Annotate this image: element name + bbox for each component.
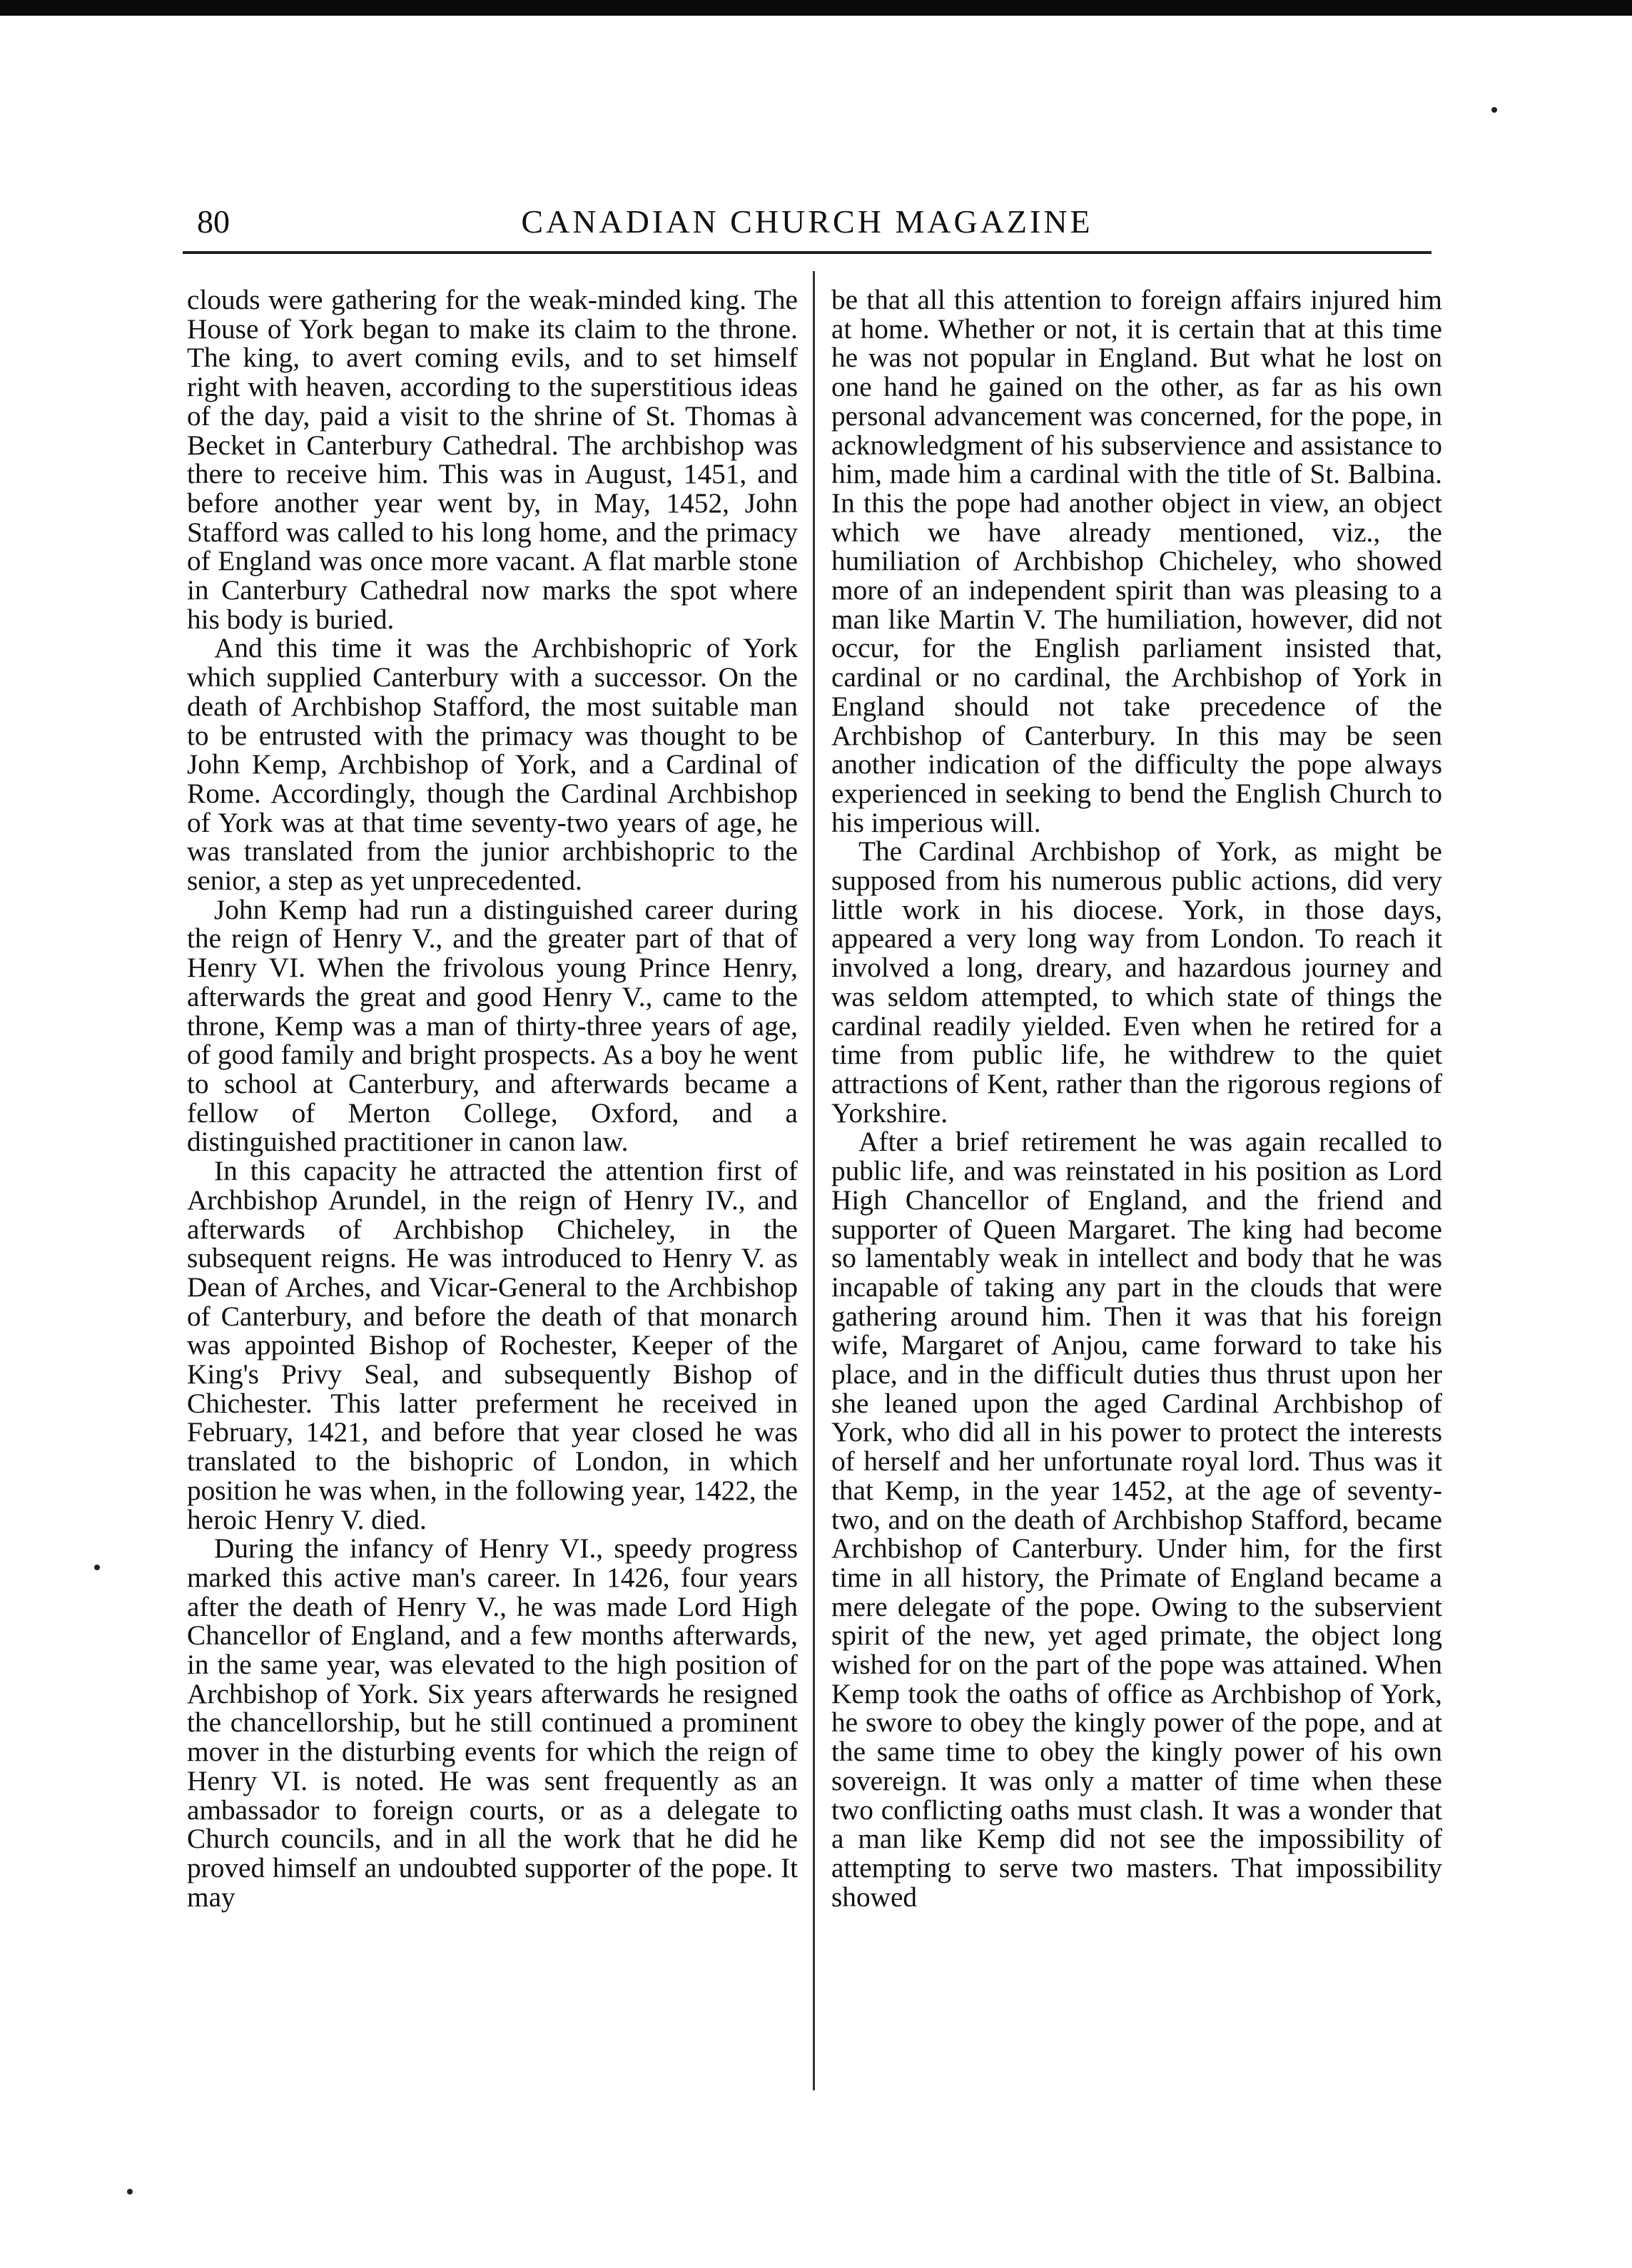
print-speck	[94, 1565, 100, 1570]
paragraph: After a brief retirement he was again recalled to public life, and was reinstated in his position as Lord High Chancellor of England, and the friend and supporter of Queen Margaret. The king had become so lamentably weak in intellect and body that he was incapable of taking any part in the clouds that were gathering around him. Then it was that his foreign wife, Margaret of Anjou, came forward to take his place, and in the difficult duties thus thrust upon her she leaned upon the aged Cardinal Archbishop of York, who did all in his power to protect the interests of herself and her unfortunate royal lord. Thus was it that Kemp, in the year 1452, at the age of seventy-two, and on the death of Archbishop Stafford, became Archbishop of Canterbury. Under him, for the first time in all history, the Primate of England became a mere delegate of the pope. Owing to the subservient spirit of the new, yet aged primate, the object long wished for on the part of the pope was attained. When Kemp took the oaths of office as Archbishop of York, he swore to obey the kingly power of the pope, and at the same time to obey the kingly power of his own sovereign. It was only a matter of time when these two conflicting oaths must clash. It was a wonder that a man like Kemp did not see the impossibility of attempting to serve two masters. That impossibility showed	[831, 1126, 1442, 1913]
paragraph: During the infancy of Henry VI., speedy progress marked this active man's career. In 1426, four years after the death of Henry V., he was made Lord High Chancellor of England, and a few months afterwards, in the same year, was elevated to the high position of Archbishop of York. Six years afterwards he resigned the chancellorship, but he still continued a prominent mover in the disturbing events for which the reign of Henry VI. is noted. He was sent frequently as an ambassador to foreign courts, or as a delegate to Church councils, and in all the work that he did he proved himself an undoubted supporter of the pope. It may	[187, 1532, 798, 1913]
paragraph: In this capacity he attracted the attention first of Archbishop Arundel, in the reign of Henry IV., and afterwards of Archbishop Chicheley, in the subsequent reigns. He was introduced to Henry V. as Dean of Arches, and Vicar-General to the Archbishop of Canterbury, and before the death of that monarch was appointed Bishop of Rochester, Keeper of the King's Privy Seal, and subsequently Bishop of Chichester. This latter preferment he received in February, 1421, and before that year closed he was translated to the bishopric of London, in which position he was when, in the following year, 1422, the heroic Henry V. died.	[187, 1155, 798, 1535]
page-header	[183, 200, 1431, 254]
paragraph: And this time it was the Archbishopric of York which supplied Canterbury with a successor. On the death of Archbishop Stafford, the most suitable man to be entrusted with the primacy was thought to be John Kemp, Archbishop of York, and a Cardinal of Rome. Accordingly, though the Cardinal Archbishop of York was at that time seventy-two years of age, he was translated from the junior archbishopric to the senior, a step as yet unprecedented.	[187, 632, 798, 897]
print-speck	[1491, 107, 1497, 113]
right-column	[831, 285, 1442, 1911]
running-title: CANADIAN CHURCH MAGAZINE	[521, 203, 1093, 240]
column-divider	[813, 271, 815, 2090]
paragraph: be that all this attention to foreign affairs injured him at home. Whether or not, it is certain that at this time he was not popular in England. But what he lost on one hand he gained on the other, as far as his own personal advancement was concerned, for the pope, in acknowledgment of his subservience and assistance to him, made him a cardinal with the title of St. Balbina. In this the pope had another object in view, an object which we have already mentioned, viz., the humiliation of Archbishop Chicheley, who showed more of an independent spirit than was pleasing to a man like Martin V. The humiliation, however, did not occur, for the English parliament insisted that, cardinal or no cardinal, the Archbishop of York in England should not take precedence of the Archbishop of Canterbury. In this may be seen another indication of the difficulty the pope always experienced in seeking to bend the English Church to his imperious will.	[831, 284, 1442, 838]
print-speck	[127, 2189, 133, 2195]
page-number: 80	[197, 203, 230, 240]
paragraph: John Kemp had run a distinguished career during the reign of Henry V., and the greater part of that of Henry VI. When the frivolous young Prince Henry, afterwards the great and good Henry V., came to the throne, Kemp was a man of thirty-three years of age, of good family and bright prospects. As a boy he went to school at Canterbury, and afterwards became a fellow of Merton College, Oxford, and a distinguished practitioner in canon law.	[187, 893, 798, 1158]
left-column	[187, 285, 798, 1911]
paragraph: clouds were gathering for the weak-minded king. The House of York began to make its claim to the throne. The king, to avert coming evils, and to set himself right with heaven, according to the superstitious ideas of the day, paid a visit to the shrine of St. Thomas à Becket in Canterbury Cathedral. The archbishop was there to receive him. This was in August, 1451, and before another year went by, in May, 1452, John Stafford was called to his long home, and the primacy of England was once more vacant. A flat marble stone in Canterbury Cathedral now marks the spot where his body is buried.	[187, 284, 798, 635]
paragraph: The Cardinal Archbishop of York, as might be supposed from his numerous public actions, did very little work in his diocese. York, in those days, appeared a very long way from London. To reach it involved a long, dreary, and hazardous journey and was seldom attempted, to which state of things the cardinal readily yielded. Even when he retired for a time from public life, he withdrew to the quiet attractions of Kent, rather than the rigorous regions of Yorkshire.	[831, 835, 1442, 1129]
top-border-rule	[0, 0, 1632, 16]
